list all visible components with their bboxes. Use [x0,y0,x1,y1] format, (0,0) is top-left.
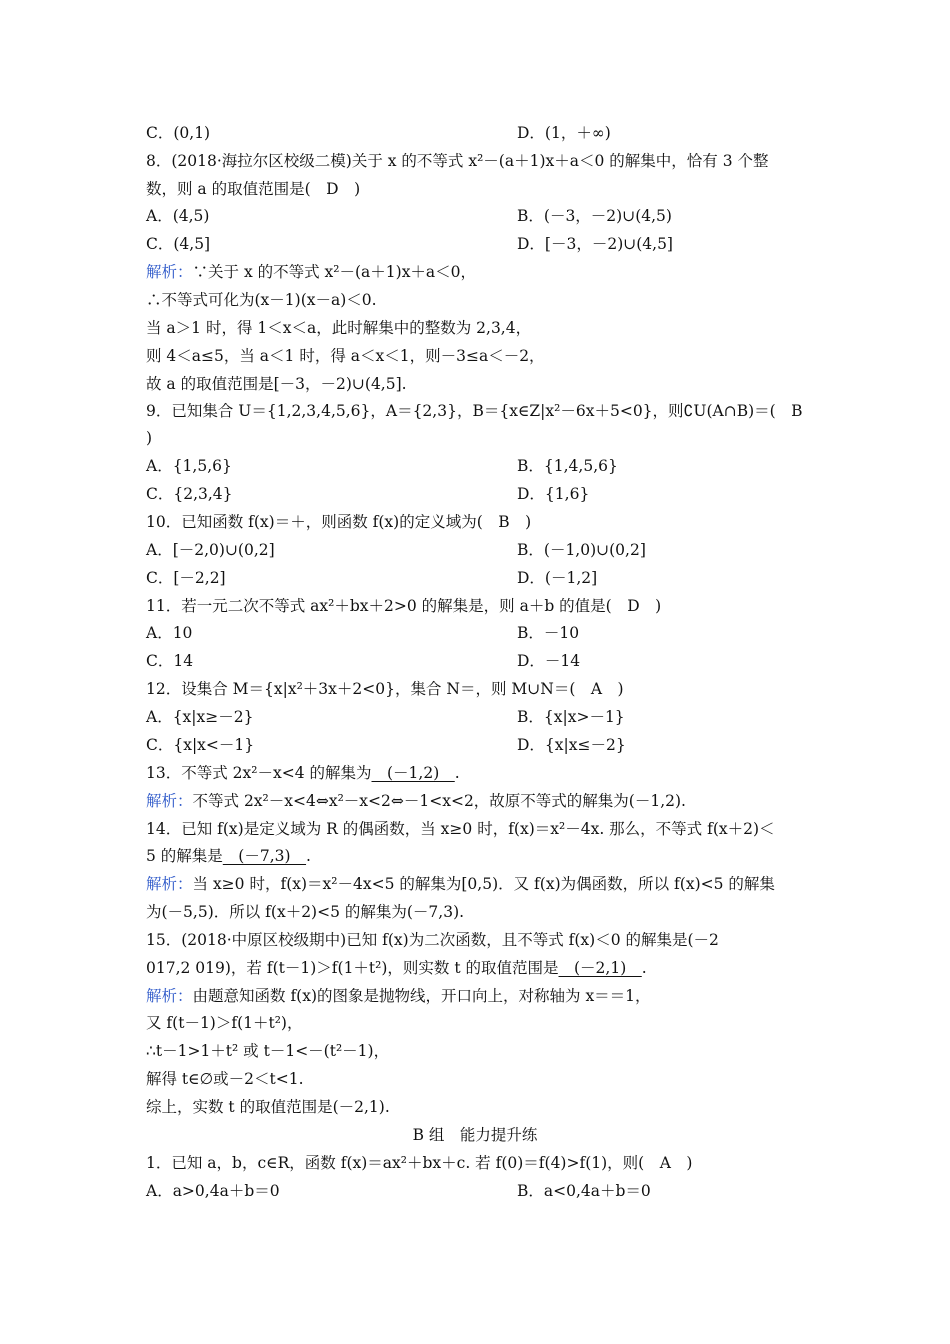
text-line [146,456,232,476]
text-line [146,484,233,504]
text-line [146,596,661,616]
text-line [146,735,254,755]
section-title: B 组 能力提升练 [412,1126,538,1144]
text-line [146,318,531,338]
text-line [146,1097,390,1117]
text-line [517,1181,651,1201]
line-text: 当 a＞1 时，得 1＜x＜a，此时解集中的整数为 2,3,4， [146,319,532,337]
line-text: 15．(2018·中原区校级期中)已知 f(x)为二次函数，且不等式 f(x)＜0 的解集是(－2 [146,931,719,949]
text-line [517,707,625,727]
line-text: 017,2 019)，若 f(t－1)＞f(1＋t²)，则实数 t 的取值范围是 [146,959,559,977]
text-line [146,1181,280,1201]
text-line [517,623,579,643]
analysis-label: 解析： [146,875,193,893]
text-line [146,179,360,199]
text-line [146,512,531,532]
line-tail: . [306,847,311,865]
line-text: 当 x≥0 时，f(x)＝x²－4x<5 的解集为[0,5)．又 f(x)为偶函数，所以 f(x)<5 的解集 [192,875,775,893]
line-text: C．(4,5] [146,235,211,253]
analysis-label: 解析： [146,263,193,281]
analysis-label: 解析： [146,987,193,1005]
text-line [146,346,545,366]
text-line [146,206,209,226]
text-line [146,151,769,171]
text-line [146,1069,304,1089]
text-line [517,568,597,588]
text-line [146,623,192,643]
line-text: D．(1，＋∞) [517,124,611,142]
line-text: ) [146,429,153,447]
text-line [146,1041,389,1061]
line-text: D．{x|x≤－2} [517,736,626,754]
fill-in-answer: (－2,1) [558,959,642,977]
line-text: 则 4＜a≤5，当 a＜1 时，得 a＜x＜1，则－3≤a＜－2， [146,347,545,365]
text-line [146,123,210,143]
text-line [146,679,624,699]
text-line [146,819,775,839]
line-text: 13．不等式 2x²－x<4 的解集为 [146,764,372,782]
analysis-line [146,986,651,1006]
analysis-label: 解析： [146,792,193,810]
text-line [146,540,275,560]
line-text: C．(0,1) [146,124,211,142]
text-line [146,290,377,310]
line-text: 不等式 2x²－x<4⇔x²－x<2⇔－1<x<2，故原不等式的解集为(－1,2). [192,792,686,810]
line-text: B．{x|x>－1} [517,708,625,726]
line-text: 又 f(t－1)＞f(1＋t²)， [146,1014,303,1032]
line-text: 9．已知集合 U＝{1,2,3,4,5,6}，A＝{2,3}，B＝{x∈Z|x²－6x＋5<0}，则∁U(A∩B)＝( B [146,402,803,420]
text-line [517,651,580,671]
text-line [146,707,253,727]
line-tail: . [641,959,647,977]
line-text: 11．若一元二次不等式 ax²＋bx＋2>0 的解集是，则 a＋b 的值是( D ) [146,597,662,615]
line-text: 10．已知函数 f(x)＝＋，则函数 f(x)的定义域为( B ) [146,513,532,531]
text-line [517,234,673,254]
line-text: B．(－1,0)∪(0,2] [517,541,646,559]
line-text: D．{1,6} [517,485,590,503]
line-text: D．[－3，－2)∪(4,5] [517,235,673,253]
line-text: C．{x|x<－1} [146,736,255,754]
line-text: A．(4,5) [146,207,210,225]
text-line [517,540,646,560]
text-line [146,902,464,922]
text-line [146,374,407,394]
text-line [517,735,626,755]
text-line [146,428,152,448]
line-text: ∴不等式可化为(x－1)(x－a)＜0. [146,291,377,309]
text-line [146,568,226,588]
line-text: B．(－3，－2)∪(4,5) [517,207,672,225]
line-text: A．10 [146,624,193,642]
fill-in-answer: (－1,2) [371,764,455,782]
text-line [517,206,672,226]
line-text: B．a<0,4a＋b＝0 [517,1182,651,1200]
line-text: 数，则 a 的取值范围是( D ) [146,180,361,198]
line-text: ∴t－1>1＋t² 或 t－1<－(t²－1)， [146,1042,390,1060]
line-text: 1．已知 a，b，c∈R，函数 f(x)＝ax²＋bx＋c. 若 f(0)＝f(4)>f(1)，则( A ) [146,1154,693,1172]
text-line [517,123,611,143]
analysis-line [146,791,686,811]
text-line [146,958,647,978]
line-text: B．－10 [517,624,580,642]
text-line [146,1153,692,1173]
text-line [146,234,210,254]
line-text: 12．设集合 M＝{x|x²＋3x＋2<0}，集合 N＝，则 M∪N＝( A ) [146,680,624,698]
text-line [517,456,618,476]
line-text: D．－14 [517,652,581,670]
line-text: A．a>0,4a＋b＝0 [146,1182,280,1200]
line-text: A．{x|x≥－2} [146,708,254,726]
text-line [146,846,311,866]
line-text: 由题意知函数 f(x)的图象是抛物线，开口向上，对称轴为 x＝＝1， [192,987,651,1005]
text-line [146,401,803,421]
line-text: C．[－2,2] [146,569,226,587]
line-text: ∵关于 x 的不等式 x²－(a＋1)x＋a＜0， [192,263,477,281]
analysis-line [146,262,476,282]
line-text: A．{1,5,6} [146,457,232,475]
line-text: C．14 [146,652,194,670]
text-line [146,651,193,671]
line-text: B．{1,4,5,6} [517,457,618,475]
line-text: 解得 t∈∅或－2＜t<1. [146,1070,304,1088]
line-tail: . [454,764,460,782]
line-text: 5 的解集是 [146,847,223,865]
fill-in-answer: (－7,3) [222,847,307,865]
line-text: 为(－5,5)．所以 f(x＋2)<5 的解集为(－7,3). [146,903,465,921]
line-text: D．(－1,2] [517,569,598,587]
line-text: C．{2,3,4} [146,485,233,503]
line-text: 14．已知 f(x)是定义域为 R 的偶函数，当 x≥0 时，f(x)＝x²－4x. 那么，不等式 f(x＋2)＜ [146,820,775,838]
text-line [146,763,460,783]
text-line [517,484,589,504]
line-text: 故 a 的取值范围是[－3，－2)∪(4,5]. [146,375,407,393]
line-text: 综上，实数 t 的取值范围是(－2,1). [146,1098,390,1116]
analysis-line [146,874,775,894]
line-text: A．[－2,0)∪(0,2] [146,541,275,559]
line-text: 8．(2018·海拉尔区校级二模)关于 x 的不等式 x²－(a＋1)x＋a＜0 的解集中，恰有 3 个整 [146,152,769,170]
text-line [146,1013,302,1033]
text-line [146,930,719,950]
